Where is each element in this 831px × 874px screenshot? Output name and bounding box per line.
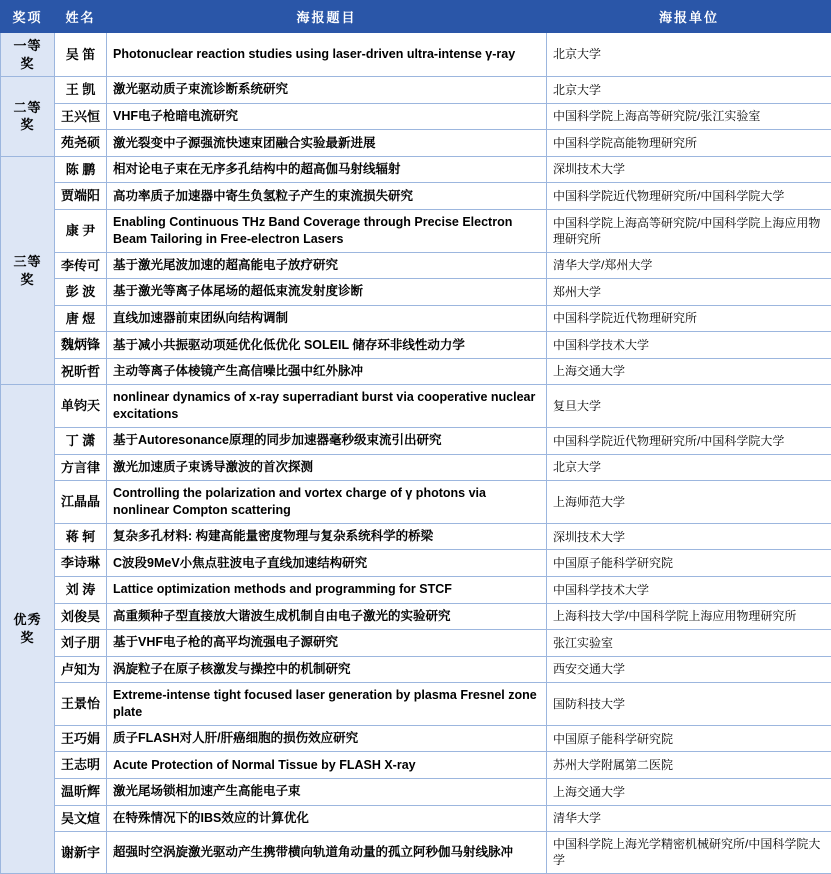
poster-org-cell: 复旦大学: [547, 385, 831, 428]
recipient-name-cell: 温昕辉: [55, 779, 107, 806]
table-row: [1, 279, 831, 306]
award-category-cell: 优秀奖: [1, 385, 55, 873]
table-row: [1, 630, 831, 657]
poster-title-cell: 超强时空涡旋激光驱动产生携带横向轨道角动量的孤立阿秒伽马射线脉冲: [107, 832, 547, 873]
table-row: [1, 454, 831, 481]
recipient-name-cell: 李传可: [55, 252, 107, 279]
table-row: [1, 832, 831, 873]
poster-title-cell: 激光裂变中子源强流快速束团融合实验最新进展: [107, 130, 547, 157]
poster-org-cell: 苏州大学附属第二医院: [547, 752, 831, 779]
poster-title-cell: Extreme-intense tight focused laser generation by plasma Fresnel zone plate: [107, 683, 547, 726]
poster-org-cell: 中国科学院上海高等研究院/中国科学院上海应用物理研究所: [547, 209, 831, 252]
table-row: [1, 252, 831, 279]
recipient-name-cell: 康 尹: [55, 209, 107, 252]
table-row: [1, 77, 831, 104]
table-row: [1, 656, 831, 683]
recipient-name-cell: 刘 涛: [55, 577, 107, 604]
poster-org-cell: 西安交通大学: [547, 656, 831, 683]
poster-title-cell: 激光驱动质子束流诊断系统研究: [107, 77, 547, 104]
poster-title-cell: Acute Protection of Normal Tissue by FLASH X-ray: [107, 752, 547, 779]
recipient-name-cell: 王巧娟: [55, 725, 107, 752]
poster-org-cell: 清华大学/郑州大学: [547, 252, 831, 279]
poster-title-cell: 高重频种子型直接放大谐波生成机制自由电子激光的实验研究: [107, 603, 547, 630]
table-row: [1, 683, 831, 726]
poster-org-cell: 中国科学院近代物理研究所/中国科学院大学: [547, 428, 831, 455]
column-header-name: 姓名: [55, 1, 107, 33]
poster-title-cell: Photonuclear reaction studies using laser-driven ultra-intense γ-ray: [107, 33, 547, 77]
table-row: [1, 805, 831, 832]
poster-org-cell: 深圳技术大学: [547, 523, 831, 550]
poster-title-cell: Lattice optimization methods and programming for STCF: [107, 577, 547, 604]
poster-org-cell: 中国科学院近代物理研究所/中国科学院大学: [547, 183, 831, 210]
recipient-name-cell: 江晶晶: [55, 481, 107, 524]
poster-title-cell: 基于激光等离子体尾场的超低束流发射度诊断: [107, 279, 547, 306]
poster-title-cell: C波段9MeV小焦点驻波电子直线加速结构研究: [107, 550, 547, 577]
poster-org-cell: 张江实验室: [547, 630, 831, 657]
recipient-name-cell: 谢新宇: [55, 832, 107, 873]
table-row: [1, 130, 831, 157]
table-row: [1, 156, 831, 183]
recipient-name-cell: 丁 潇: [55, 428, 107, 455]
recipient-name-cell: 李诗琳: [55, 550, 107, 577]
poster-title-cell: 基于减小共振驱动项延优化低优化 SOLEIL 储存环非线性动力学: [107, 332, 547, 359]
poster-title-cell: Enabling Continuous THz Band Coverage through Precise Electron Beam Tailoring in Free-electron Lasers: [107, 209, 547, 252]
poster-title-cell: 基于激光尾波加速的超高能电子放疗研究: [107, 252, 547, 279]
recipient-name-cell: 魏炳锋: [55, 332, 107, 359]
recipient-name-cell: 卢知为: [55, 656, 107, 683]
poster-org-cell: 深圳技术大学: [547, 156, 831, 183]
recipient-name-cell: 王兴恒: [55, 103, 107, 130]
table-row: [1, 523, 831, 550]
recipient-name-cell: 方言律: [55, 454, 107, 481]
poster-org-cell: 北京大学: [547, 454, 831, 481]
poster-title-cell: 相对论电子束在无序多孔结构中的超高伽马射线辐射: [107, 156, 547, 183]
poster-title-cell: 在特殊情况下的IBS效应的计算优化: [107, 805, 547, 832]
recipient-name-cell: 蒋 轲: [55, 523, 107, 550]
poster-org-cell: 中国原子能科学研究院: [547, 725, 831, 752]
recipient-name-cell: 吴 笛: [55, 33, 107, 77]
recipient-name-cell: 王景怡: [55, 683, 107, 726]
table-row: [1, 209, 831, 252]
table-body: [1, 33, 831, 874]
recipient-name-cell: 王志明: [55, 752, 107, 779]
poster-title-cell: 高功率质子加速器中寄生负氢粒子产生的束流损失研究: [107, 183, 547, 210]
poster-org-cell: 中国科学院上海光学精密机械研究所/中国科学院大学: [547, 832, 831, 873]
table-row: [1, 183, 831, 210]
recipient-name-cell: 陈 鹏: [55, 156, 107, 183]
poster-title-cell: 基于Autoresonance原理的同步加速器毫秒级束流引出研究: [107, 428, 547, 455]
table-row: [1, 33, 831, 77]
table-row: [1, 725, 831, 752]
recipient-name-cell: 刘俊昊: [55, 603, 107, 630]
award-category-cell: 一等奖: [1, 33, 55, 77]
recipient-name-cell: 刘子朋: [55, 630, 107, 657]
poster-org-cell: 中国科学技术大学: [547, 332, 831, 359]
table-header-row: [1, 1, 831, 33]
poster-org-cell: 中国科学院高能物理研究所: [547, 130, 831, 157]
table-row: [1, 752, 831, 779]
column-header-title: 海报题目: [107, 1, 547, 33]
recipient-name-cell: 唐 煜: [55, 305, 107, 332]
poster-org-cell: 国防科技大学: [547, 683, 831, 726]
recipient-name-cell: 贾端阳: [55, 183, 107, 210]
table-row: [1, 103, 831, 130]
poster-title-cell: 涡旋粒子在原子核激发与操控中的机制研究: [107, 656, 547, 683]
poster-title-cell: 主动等离子体棱镜产生高信噪比强中红外脉冲: [107, 358, 547, 385]
table-row: [1, 385, 831, 428]
poster-org-cell: 中国科学院近代物理研究所: [547, 305, 831, 332]
poster-org-cell: 清华大学: [547, 805, 831, 832]
poster-org-cell: 北京大学: [547, 33, 831, 77]
poster-org-cell: 郑州大学: [547, 279, 831, 306]
award-category-cell: 三等奖: [1, 156, 55, 385]
table-row: [1, 428, 831, 455]
column-header-award: 奖项: [1, 1, 55, 33]
poster-org-cell: 上海交通大学: [547, 779, 831, 806]
poster-org-cell: 上海交通大学: [547, 358, 831, 385]
poster-title-cell: 激光尾场锁相加速产生高能电子束: [107, 779, 547, 806]
poster-title-cell: VHF电子枪暗电流研究: [107, 103, 547, 130]
table-row: [1, 358, 831, 385]
poster-title-cell: 激光加速质子束诱导激波的首次探测: [107, 454, 547, 481]
poster-org-cell: 中国原子能科学研究院: [547, 550, 831, 577]
table-row: [1, 550, 831, 577]
recipient-name-cell: 祝昕哲: [55, 358, 107, 385]
poster-title-cell: 复杂多孔材料: 构建高能量密度物理与复杂系统科学的桥梁: [107, 523, 547, 550]
table-row: [1, 577, 831, 604]
table-row: [1, 603, 831, 630]
recipient-name-cell: 吴文煊: [55, 805, 107, 832]
recipient-name-cell: 单钧天: [55, 385, 107, 428]
poster-title-cell: 质子FLASH对人肝/肝癌细胞的损伤效应研究: [107, 725, 547, 752]
poster-org-cell: 中国科学技术大学: [547, 577, 831, 604]
poster-org-cell: 北京大学: [547, 77, 831, 104]
poster-org-cell: 上海师范大学: [547, 481, 831, 524]
poster-title-cell: 直线加速器前束团纵向结构调制: [107, 305, 547, 332]
column-header-org: 海报单位: [547, 1, 831, 33]
poster-title-cell: nonlinear dynamics of x-ray superradiant burst via cooperative nuclear excitations: [107, 385, 547, 428]
award-category-cell: 二等奖: [1, 77, 55, 157]
poster-org-cell: 上海科技大学/中国科学院上海应用物理研究所: [547, 603, 831, 630]
table-row: [1, 481, 831, 524]
poster-title-cell: 基于VHF电子枪的高平均流强电子源研究: [107, 630, 547, 657]
recipient-name-cell: 彭 波: [55, 279, 107, 306]
table-row: [1, 779, 831, 806]
table-row: [1, 305, 831, 332]
recipient-name-cell: 王 凯: [55, 77, 107, 104]
recipient-name-cell: 苑尧硕: [55, 130, 107, 157]
poster-org-cell: 中国科学院上海高等研究院/张江实验室: [547, 103, 831, 130]
table-row: [1, 332, 831, 359]
poster-title-cell: Controlling the polarization and vortex charge of γ photons via nonlinear Compton scattering: [107, 481, 547, 524]
